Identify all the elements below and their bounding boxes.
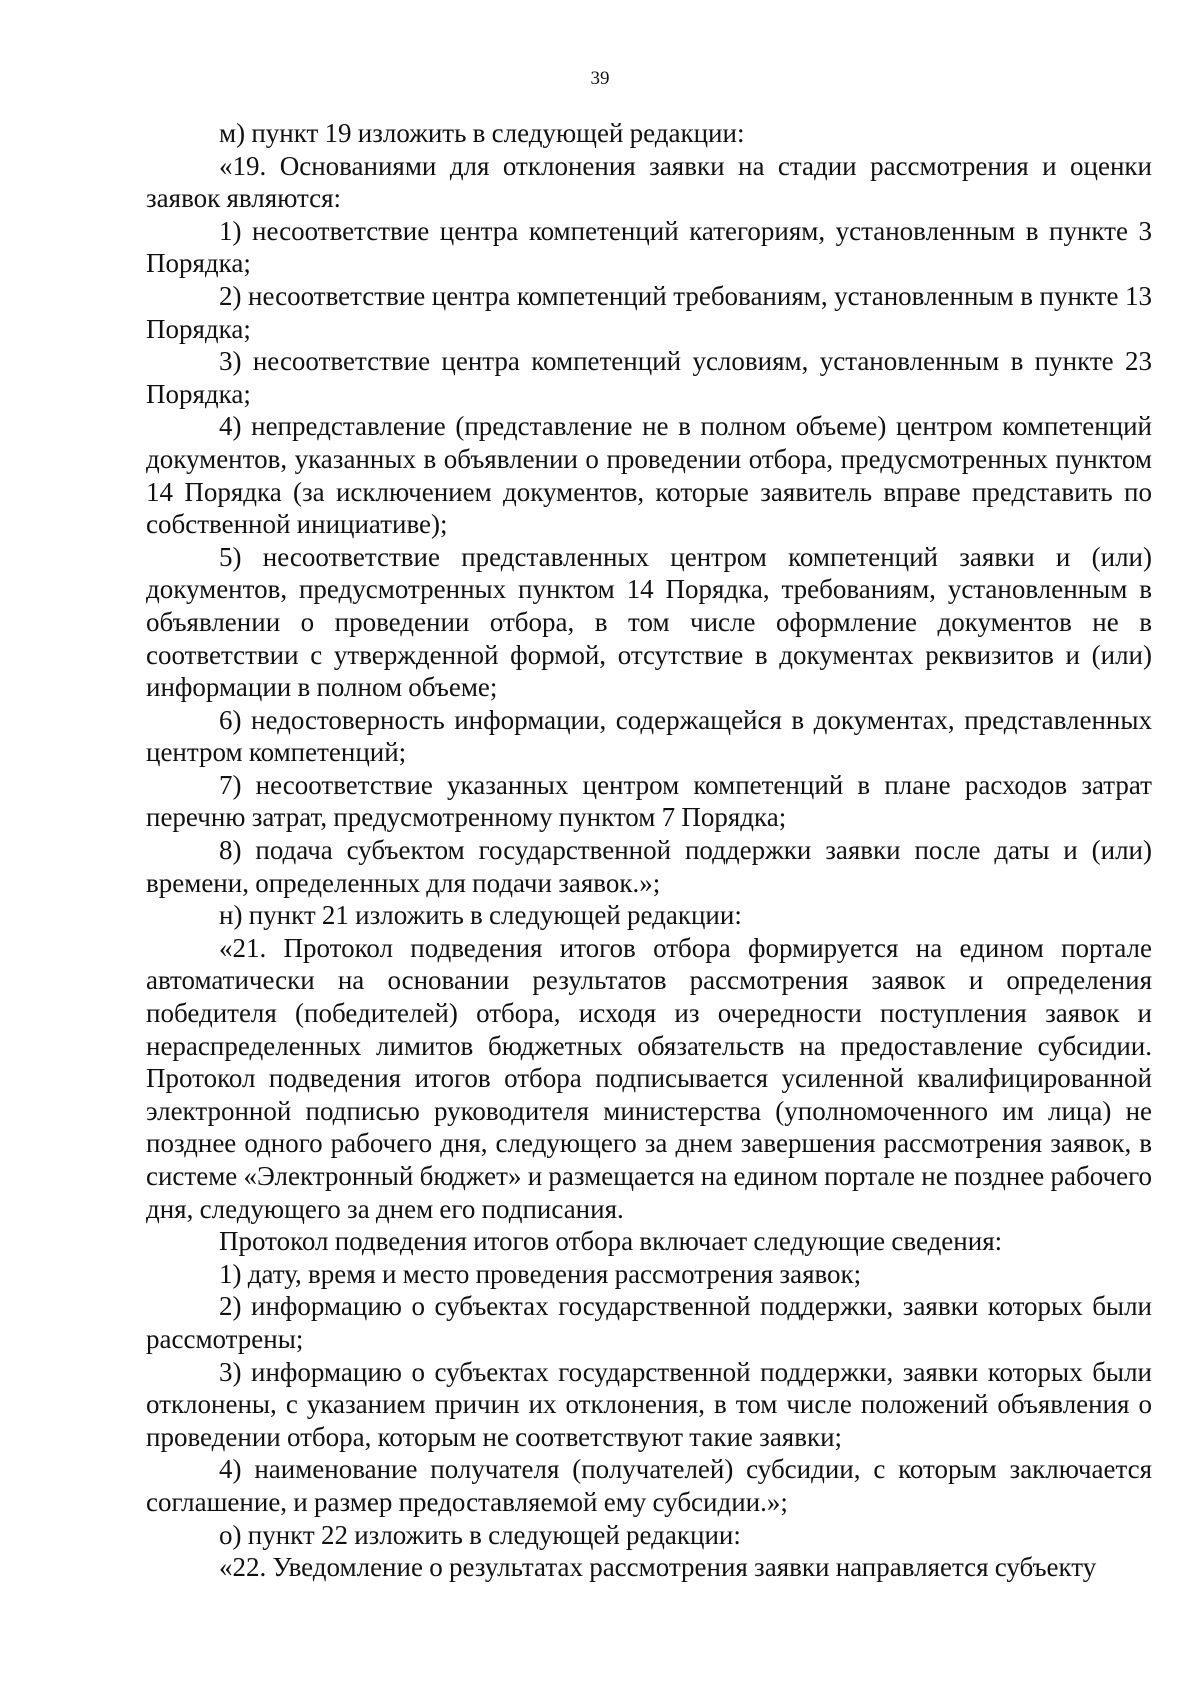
paragraph-protocol-item-3: 3) информацию о субъектах государственной поддержки, заявки которых были отклонены, с указанием причин их отклонения, в том числе положений объявления о проведении отбора, которым не соответствуют такие заявки; [146,1356,1152,1452]
document-body [146,117,1152,1584]
paragraph-21-text: «21. Протокол подведения итогов отбора формируется на едином портале автоматически на основании результатов рассмотрения заявок и определения победителя (победителей) отбора, исходя из очередности поступления заявок и нераспределенных лимитов бюджетных обязательств на предоставление субсидии. Протокол подведения итогов отбора подписывается усиленной квалифицированной электронной подписью руководителя министерства (уполномоченного им лица) не позднее одного рабочего дня, следующего за днем завершения рассмотрения заявок, в системе «Электронный бюджет» и размещается на едином портале не позднее рабочего дня, следующего за днем его подписания. [146,932,1152,1224]
paragraph-22-text: «22. Уведомление о результатах рассмотрения заявки направляется субъекту [219,1552,1097,1583]
paragraph-protocol-item-1: 1) дату, время и место проведения рассмотрения заявок; [219,1258,862,1289]
paragraph-19-item-7: 7) несоответствие указанных центром компетенций в плане расходов затрат перечню затрат, предусмотренному пунктом 7 Порядка; [146,769,1152,833]
paragraph-m-intro: м) пункт 19 изложить в следующей редакции: [219,118,745,148]
paragraph-n-intro: н) пункт 21 изложить в следующей редакции: [219,900,742,931]
page-number: 39 [590,68,610,89]
paragraph-19-item-5: 5) несоответствие представленных центром компетенций заявки и (или) документов, предусмотренных пунктом 14 Порядка, требованиям, установленным в объявлении о проведении отбора, в том числе оформление документов не в соответствии с утвержденной формой, отсутствие в документах реквизитов и (или) информации в полном объеме; [146,541,1152,703]
paragraph-o-intro: о) пункт 22 изложить в следующей редакции: [219,1519,741,1550]
paragraph-19-item-6: 6) недостоверность информации, содержащейся в документах, представленных центром компетенций; [146,704,1152,768]
paragraph-19-item-8: 8) подача субъектом государственной поддержки заявки после даты и (или) времени, определенных для подачи заявок.»; [146,835,1152,898]
paragraph-19-item-3: 3) несоответствие центра компетенций условиям, установленным в пункте 23 Порядка; [146,346,1152,409]
paragraph-19-item-2: 2) несоответствие центра компетенций требованиям, установленным в пункте 13 Порядка; [146,280,1152,344]
paragraph-19-item-4: 4) непредставление (представление не в полном объеме) центром компетенций документов, указанных в объявлении о проведении отбора, предусмотренных пунктом 14 Порядка (за исключением документов, которые заявитель вправе представить по собственной инициативе); [146,411,1152,540]
paragraph-protocol-item-4: 4) наименование получателя (получателей) субсидии, с которым заключается соглашение, и размер предоставляемой ему субсидии.»; [146,1454,1152,1517]
paragraph-protocol-item-2: 2) информацию о субъектах государственной поддержки, заявки которых были рассмотрены; [146,1291,1152,1354]
paragraph-19-heading: «19. Основаниями для отклонения заявки на стадии рассмотрения и оценки заявок являются: [146,150,1152,214]
paragraph-19-item-1: 1) несоответствие центра компетенций категориям, установленным в пункте 3 Порядка; [146,215,1152,279]
paragraph-protocol-info: Протокол подведения итогов отбора включает следующие сведения: [219,1226,1003,1257]
